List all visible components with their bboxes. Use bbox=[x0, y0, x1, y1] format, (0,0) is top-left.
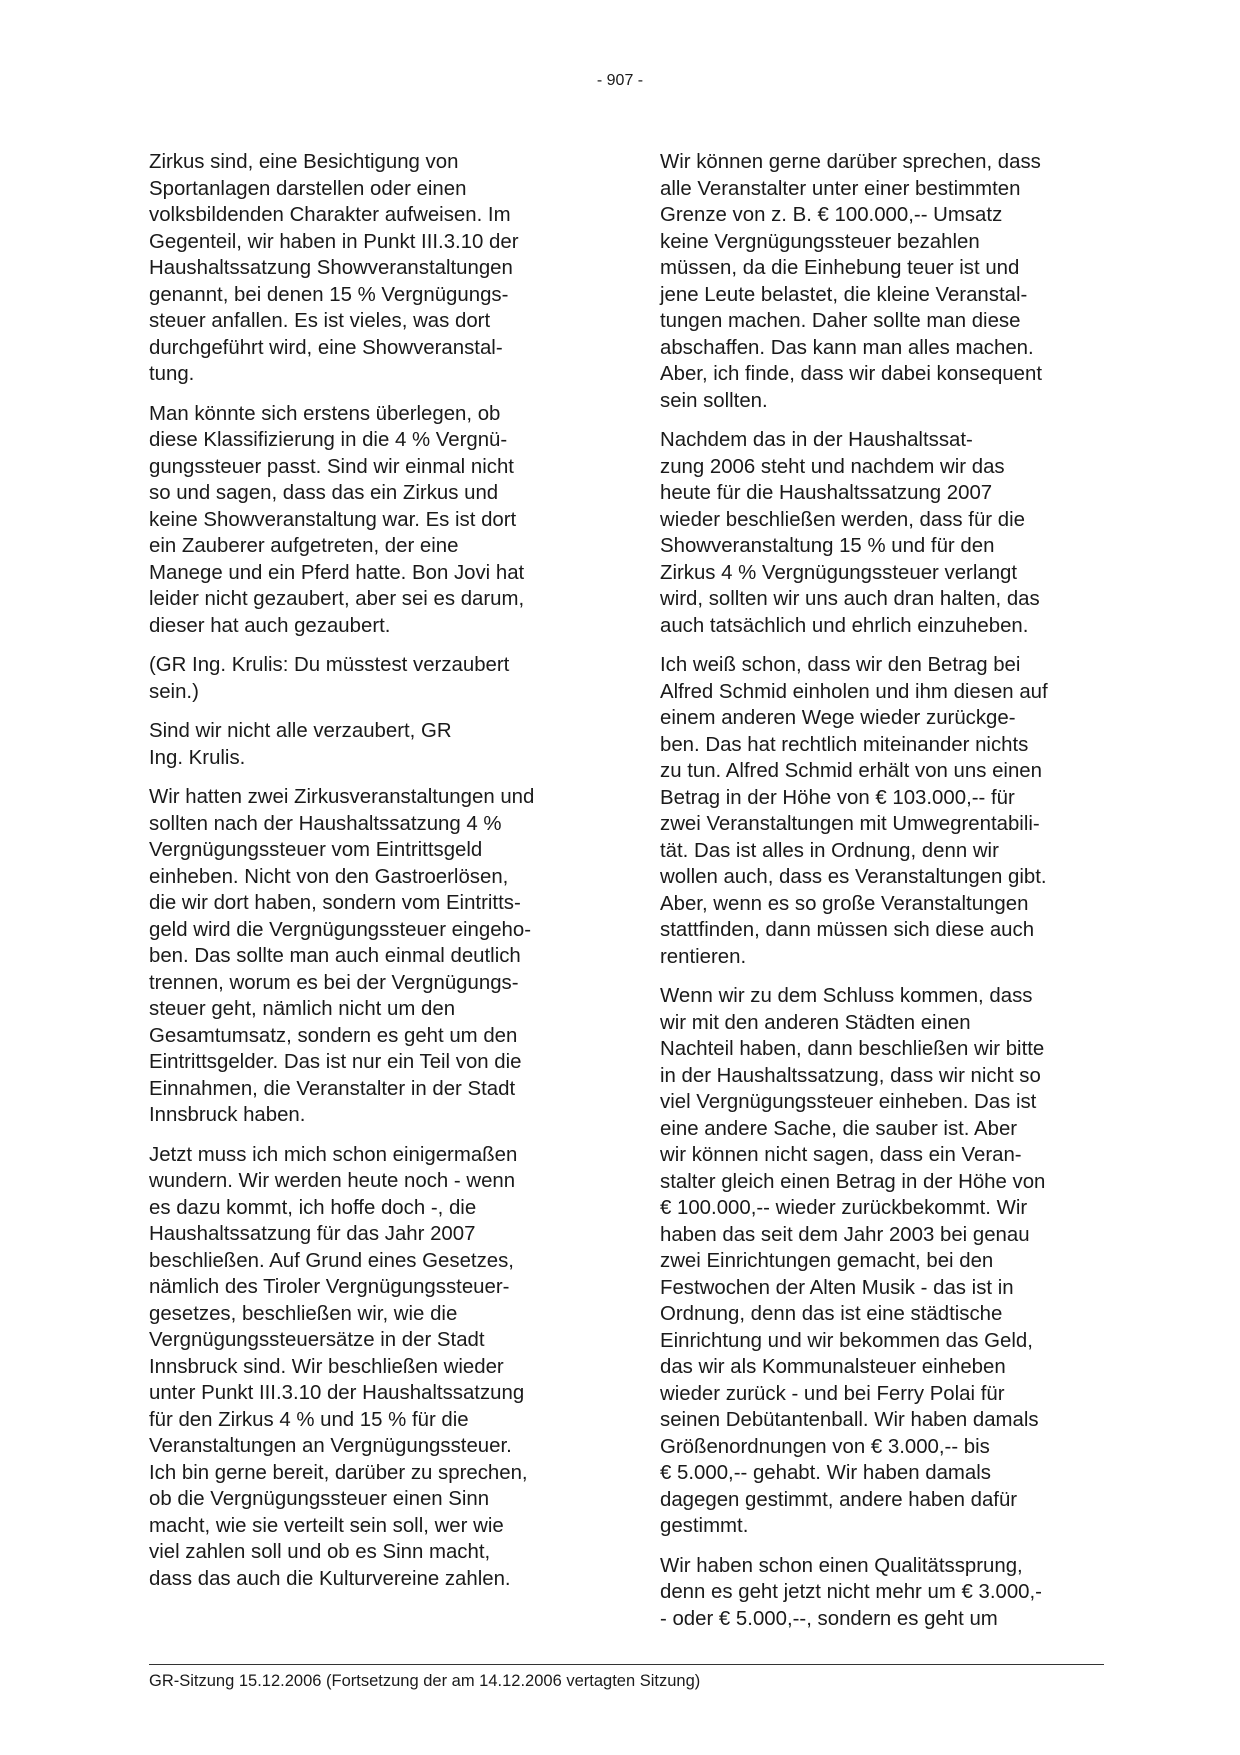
text-line: beschließen. Auf Grund eines Gesetzes, bbox=[149, 1249, 514, 1272]
text-line: Gegenteil, wir haben in Punkt III.3.10 der bbox=[149, 230, 519, 253]
text-line: keine Vergnügungssteuer bezahlen bbox=[660, 230, 980, 253]
footer-text: GR-Sitzung 15.12.2006 (Fortsetzung der am 14.12.2006 vertagten Sitzung) bbox=[149, 1672, 701, 1690]
text-line: nämlich des Tiroler Vergnügungssteuer- bbox=[149, 1276, 510, 1298]
text-line: die wir dort haben, sondern vom Eintritts- bbox=[149, 892, 521, 914]
text-line: Wir hatten zwei Zirkusveranstaltungen und bbox=[149, 786, 535, 808]
text-line: Man könnte sich erstens überlegen, ob bbox=[149, 402, 501, 425]
text-line: auch tatsächlich und ehrlich einzuheben. bbox=[660, 614, 1029, 637]
text-line: gestimmt. bbox=[660, 1515, 749, 1537]
text-line: dagegen gestimmt, andere haben dafür bbox=[660, 1488, 1018, 1511]
text-line: rentieren. bbox=[660, 945, 747, 968]
paragraph bbox=[149, 784, 594, 1129]
text-line: diese Klassifizierung in die 4 % Vergnü- bbox=[149, 429, 508, 451]
text-line: Nachteil haben, dann beschließen wir bitte bbox=[660, 1038, 1045, 1060]
text-line: sein sollten. bbox=[660, 389, 768, 412]
text-line: gungssteuer passt. Sind wir einmal nicht bbox=[149, 455, 514, 478]
text-line: € 100.000,-- wieder zurückbekommt. Wir bbox=[660, 1197, 1028, 1219]
text-line: wir mit den anderen Städten einen bbox=[660, 1011, 971, 1034]
text-line: Ich weiß schon, dass wir den Betrag bei bbox=[660, 654, 1021, 676]
text-line: Nachdem das in der Haushaltssat- bbox=[660, 429, 973, 451]
text-line: haben das seit dem Jahr 2003 bei genau bbox=[660, 1223, 1030, 1246]
text-line: ob die Vergnügungssteuer einen Sinn bbox=[149, 1488, 490, 1510]
footer-rule bbox=[149, 1664, 1104, 1665]
text-line: Grenze von z. B. € 100.000,-- Umsatz bbox=[660, 204, 1003, 226]
text-line: Zirkus sind, eine Besichtigung von bbox=[149, 151, 459, 173]
text-line: Innsbruck sind. Wir beschließen wieder bbox=[149, 1355, 504, 1378]
text-line: steuer geht, nämlich nicht um den bbox=[149, 998, 456, 1020]
paragraph bbox=[660, 149, 1108, 414]
text-line: Vergnügungssteuer vom Eintrittsgeld bbox=[149, 839, 483, 861]
text-line: Alfred Schmid einholen und ihm diesen auf bbox=[660, 680, 1048, 703]
text-line: wollen auch, dass es Veranstaltungen gibt. bbox=[660, 866, 1047, 888]
text-line: wieder beschließen werden, dass für die bbox=[660, 508, 1025, 531]
text-line: wird, sollten wir uns auch dran halten, das bbox=[660, 588, 1040, 610]
right-column bbox=[660, 149, 1108, 1645]
text-line: Gesamtumsatz, sondern es geht um den bbox=[149, 1024, 518, 1047]
paragraph bbox=[660, 652, 1108, 970]
text-line: Einnahmen, die Veranstalter in der Stadt bbox=[149, 1077, 516, 1100]
paragraph bbox=[149, 652, 594, 705]
text-line: gesetzes, beschließen wir, wie die bbox=[149, 1302, 458, 1325]
paragraph bbox=[660, 983, 1108, 1540]
text-line: einheben. Nicht von den Gastroerlösen, bbox=[149, 865, 509, 888]
text-line: zung 2006 steht und nachdem wir das bbox=[660, 455, 1005, 478]
text-line: viel Vergnügungssteuer einheben. Das ist bbox=[660, 1091, 1037, 1113]
paragraph bbox=[660, 427, 1108, 639]
text-line: wir können nicht sagen, dass ein Veran- bbox=[660, 1144, 1022, 1166]
text-line: Sportanlagen darstellen oder einen bbox=[149, 177, 467, 200]
text-line: es dazu kommt, ich hoffe doch -, die bbox=[149, 1196, 477, 1219]
paragraph bbox=[660, 1553, 1108, 1633]
text-line: müssen, da die Einhebung teuer ist und bbox=[660, 257, 1020, 279]
text-line: steuer anfallen. Es ist vieles, was dort bbox=[149, 310, 491, 332]
text-line: Wir können gerne darüber sprechen, dass bbox=[660, 151, 1041, 173]
left-column bbox=[149, 149, 594, 1605]
text-line: denn es geht jetzt nicht mehr um € 3.000,- bbox=[660, 1581, 1042, 1603]
text-line: seinen Debütantenball. Wir haben damals bbox=[660, 1409, 1039, 1431]
paragraph bbox=[149, 1142, 594, 1593]
page-number: - 907 - bbox=[596, 72, 644, 89]
text-line: Veranstaltungen an Vergnügungssteuer. bbox=[149, 1435, 512, 1457]
text-line: stattfinden, dann müssen sich diese auch bbox=[660, 919, 1035, 941]
text-line: € 5.000,-- gehabt. Wir haben damals bbox=[660, 1462, 991, 1484]
text-line: wieder zurück - und bei Ferry Polai für bbox=[660, 1382, 1005, 1405]
text-line: zu tun. Alfred Schmid erhält von uns einen bbox=[660, 760, 1042, 782]
text-line: Ing. Krulis. bbox=[149, 746, 246, 769]
text-line: Haushaltssatzung Showveranstaltungen bbox=[149, 257, 513, 279]
text-line: Zirkus 4 % Vergnügungssteuer verlangt bbox=[660, 561, 1018, 584]
text-line: Betrag in der Höhe von € 103.000,-- für bbox=[660, 786, 1015, 809]
text-line: Innsbruck haben. bbox=[149, 1104, 306, 1126]
text-line: in der Haushaltssatzung, dass wir nicht so bbox=[660, 1064, 1041, 1087]
text-line: Aber, wenn es so große Veranstaltungen bbox=[660, 892, 1029, 915]
text-line: Eintrittsgelder. Das ist nur ein Teil von die bbox=[149, 1051, 522, 1073]
text-line: - oder € 5.000,--, sondern es geht um bbox=[660, 1607, 998, 1630]
text-line: Vergnügungssteuersätze in der Stadt bbox=[149, 1329, 485, 1351]
text-line: geld wird die Vergnügungssteuer eingeho- bbox=[149, 918, 532, 941]
text-line: so und sagen, dass das ein Zirkus und bbox=[149, 482, 499, 504]
text-line: (GR Ing. Krulis: Du müsstest verzaubert bbox=[149, 654, 510, 676]
text-line: Ich bin gerne bereit, darüber zu sprechen, bbox=[149, 1461, 528, 1484]
text-line: macht, wie sie verteilt sein soll, wer wie bbox=[149, 1514, 504, 1537]
text-line: tungen machen. Daher sollte man diese bbox=[660, 310, 1021, 332]
text-line: Ordnung, denn das ist eine städtische bbox=[660, 1303, 1003, 1325]
text-line: alle Veranstalter unter einer bestimmten bbox=[660, 177, 1021, 200]
text-line: dieser hat auch gezaubert. bbox=[149, 614, 391, 637]
text-line: Festwochen der Alten Musik - das ist in bbox=[660, 1276, 1014, 1299]
text-line: durchgeführt wird, eine Showveranstal- bbox=[149, 336, 503, 359]
text-line: trennen, worum es bei der Vergnügungs- bbox=[149, 971, 519, 994]
text-line: heute für die Haushaltssatzung 2007 bbox=[660, 482, 993, 504]
text-line: tung. bbox=[149, 363, 195, 385]
text-line: Manege und ein Pferd hatte. Bon Jovi hat bbox=[149, 561, 525, 584]
text-line: ben. Das sollte man auch einmal deutlich bbox=[149, 945, 521, 967]
paragraph bbox=[149, 401, 594, 640]
text-line: wundern. Wir werden heute noch - wenn bbox=[149, 1170, 516, 1192]
text-line: ben. Das hat rechtlich miteinander nichts bbox=[660, 733, 1029, 756]
text-line: jene Leute belastet, die kleine Veranstal- bbox=[660, 283, 1028, 306]
text-line: sein.) bbox=[149, 680, 199, 703]
text-line: eine andere Sache, die sauber ist. Aber bbox=[660, 1117, 1018, 1140]
text-line: Sind wir nicht alle verzaubert, GR bbox=[149, 720, 452, 742]
text-line: einem anderen Wege wieder zurückge- bbox=[660, 707, 1016, 729]
text-line: viel zahlen soll und ob es Sinn macht, bbox=[149, 1541, 491, 1563]
paragraph bbox=[149, 149, 594, 388]
text-line: Größenordnungen von € 3.000,-- bis bbox=[660, 1435, 990, 1458]
text-line: dass das auch die Kulturvereine zahlen. bbox=[149, 1567, 511, 1590]
text-line: ein Zauberer aufgetreten, der eine bbox=[149, 535, 459, 557]
text-line: zwei Einrichtungen gemacht, bei den bbox=[660, 1250, 994, 1272]
text-line: für den Zirkus 4 % und 15 % für die bbox=[149, 1408, 469, 1431]
text-line: keine Showveranstaltung war. Es ist dort bbox=[149, 508, 517, 531]
text-line: Showveranstaltung 15 % und für den bbox=[660, 535, 995, 557]
text-line: volksbildenden Charakter aufweisen. Im bbox=[149, 204, 511, 226]
text-line: tät. Das ist alles in Ordnung, denn wir bbox=[660, 839, 999, 862]
text-line: unter Punkt III.3.10 der Haushaltssatzung bbox=[149, 1382, 525, 1404]
text-line: Haushaltssatzung für das Jahr 2007 bbox=[149, 1223, 476, 1245]
text-line: Wir haben schon einen Qualitätssprung, bbox=[660, 1554, 1023, 1577]
text-line: das wir als Kommunalsteuer einheben bbox=[660, 1356, 1006, 1378]
text-line: genannt, bei denen 15 % Vergnügungs- bbox=[149, 283, 509, 306]
text-line: Jetzt muss ich mich schon einigermaßen bbox=[149, 1143, 518, 1166]
paragraph bbox=[149, 718, 594, 771]
text-line: Aber, ich finde, dass wir dabei konsequent bbox=[660, 363, 1042, 385]
text-line: Wenn wir zu dem Schluss kommen, dass bbox=[660, 985, 1033, 1007]
text-line: sollten nach der Haushaltssatzung 4 % bbox=[149, 812, 502, 835]
text-line: leider nicht gezaubert, aber sei es darum, bbox=[149, 588, 525, 610]
text-line: zwei Veranstaltungen mit Umwegrentabili- bbox=[660, 813, 1040, 835]
text-line: stalter gleich einen Betrag in der Höhe von bbox=[660, 1170, 1046, 1193]
text-line: abschaffen. Das kann man alles machen. bbox=[660, 336, 1034, 359]
text-line: Einrichtung und wir bekommen das Geld, bbox=[660, 1329, 1033, 1352]
